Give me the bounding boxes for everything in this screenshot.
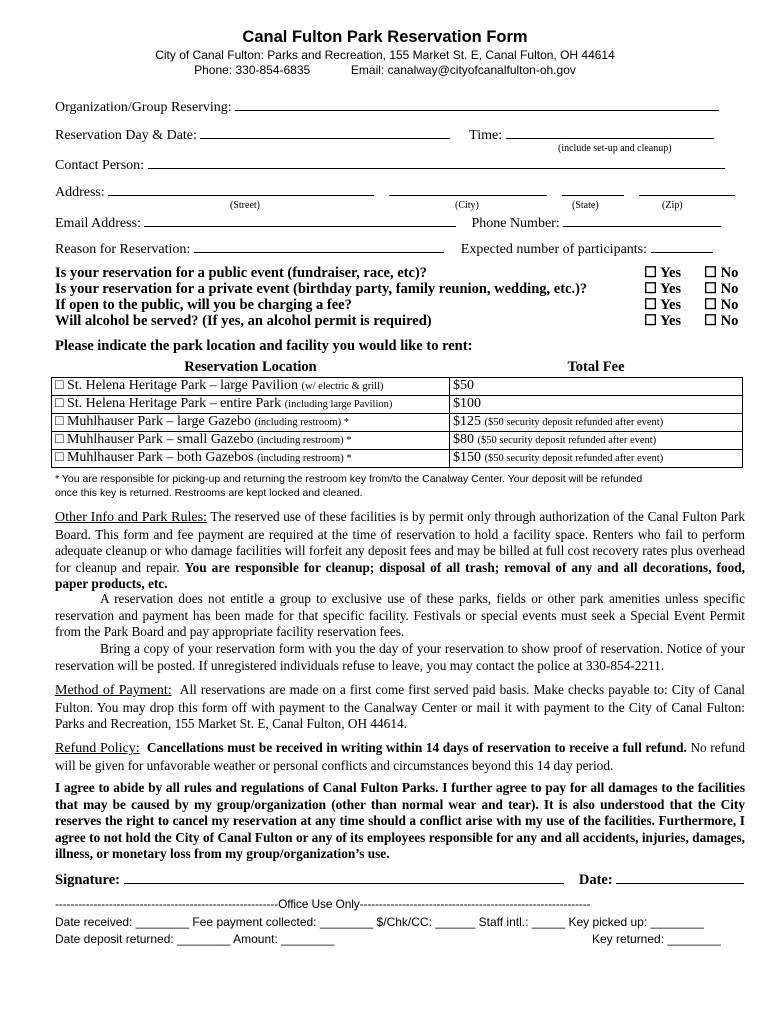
refund-text: No refund will be given for unfavorable weather or personal conflicts and circumstances beyond this 14 day period. — [55, 740, 745, 773]
fee-cell: $125 ($50 security deposit refunded after event) — [450, 414, 743, 432]
rules-cleanup-text: You are responsible for cleanup; disposal of all trash; removal of any and all decorations, food, paper products, etc. — [55, 559, 745, 592]
office-line-1: Date received: ________ Fee payment collected: ________ $/Chk/CC: ______ Staff intl.: _____ Key picked up: ________ — [55, 915, 704, 929]
rules-paragraph-2: A reservation does not entitle a group to exclusive use of these parks, fields or other park amenities unless specific reservation and payment has been made for that specific facility. Festivals or special events must seek a Special Event Permit from the Park Board and pay appropriate facility reservation fees. — [55, 591, 745, 640]
signature-field[interactable] — [124, 871, 564, 884]
table-row — [52, 450, 743, 468]
office-use-header: ----------------------------------------------------------Office Use Only------------------------------------------------------------ — [55, 897, 591, 911]
table-row — [52, 396, 743, 414]
fee-cell: $150 ($50 security deposit refunded after event) — [450, 450, 743, 468]
payment-paragraph — [55, 682, 745, 733]
public-no-checkbox[interactable]: ☐ No — [704, 265, 739, 281]
table-intro: Please indicate the park location and facility you would like to rent: — [55, 338, 473, 354]
office-key-returned: Key returned: ________ — [592, 932, 721, 946]
phone-text: Phone: 330-854-6835 — [194, 63, 311, 77]
email-field[interactable] — [144, 214, 456, 227]
alcohol-yes-checkbox[interactable]: ☐ Yes — [644, 313, 682, 329]
location-cell[interactable]: □ St. Helena Heritage Park – entire Park (including large Pavilion) — [52, 396, 450, 414]
public-yes-checkbox[interactable]: ☐ Yes — [644, 265, 682, 281]
phone-field[interactable] — [563, 214, 721, 227]
office-line-2: Date deposit returned: ________ Amount: ________ — [55, 932, 335, 946]
refund-heading: Refund Policy: — [55, 741, 140, 756]
reason-label: Reason for Reservation: — [55, 242, 191, 257]
fee-column-header: Total Fee — [567, 359, 625, 375]
refund-bold-text: Cancellations must be received in writing within 14 days of reservation to receive a full refund. — [146, 740, 687, 755]
reason-field[interactable] — [194, 240, 444, 253]
fee-yes-checkbox[interactable]: ☐ Yes — [644, 297, 682, 313]
email-label: Email Address: — [55, 216, 141, 231]
question-private-event: Is your reservation for a private event (birthday party, family reunion, wedding, etc.)? — [55, 281, 588, 297]
payment-heading: Method of Payment: — [55, 683, 172, 698]
city-field[interactable] — [389, 183, 547, 196]
fee-cell: $80 ($50 security deposit refunded after event) — [450, 432, 743, 450]
address-row — [55, 183, 735, 201]
signature-date-field[interactable] — [616, 871, 744, 884]
state-field[interactable] — [562, 183, 624, 196]
location-cell[interactable]: □ St. Helena Heritage Park – large Pavilion (w/ electric & grill) — [52, 378, 450, 396]
footnote-line-2: once this key is returned. Restrooms are kept locked and cleaned. — [55, 487, 363, 499]
location-cell[interactable]: □ Muhlhauser Park – small Gazebo (including restroom) * — [52, 432, 450, 450]
private-no-checkbox[interactable]: ☐ No — [704, 281, 739, 297]
table-row — [52, 432, 743, 450]
question-charging-fee: If open to the public, will you be charging a fee? — [55, 297, 352, 313]
table-header-row — [52, 359, 743, 378]
table-row — [52, 414, 743, 432]
rules-text: The reserved use of these facilities is by permit only through authorization of the Canal Fulton Park Board. This form and fee payment are required at the time of reservation to hold a facility space. Renters who fail to perform adequate cleanup or who damage facilities will forfeit any deposit fees and may be billed at full cost recovery rates plus overhead for cleanup and repair. — [55, 509, 745, 575]
zip-field[interactable] — [639, 183, 735, 196]
question-alcohol: Will alcohol be served? (If yes, an alcohol permit is required) — [55, 313, 432, 329]
organization-field[interactable] — [235, 98, 719, 111]
zip-caption: (Zip) — [662, 200, 683, 211]
payment-text: All reservations are made on a first come first served paid basis. Make checks payable to: City of Canal Fulton. You may drop this form off with payment to the Canalway Center or mail it with payment to the City of Canal Fulton: Parks and Recreation, 155 Market St. E, Canal Fulton, OH 44614. — [55, 682, 745, 732]
private-yes-checkbox[interactable]: ☐ Yes — [644, 281, 682, 297]
address-line: City of Canal Fulton: Parks and Recreation, 155 Market St. E, Canal Fulton, OH 44614 — [155, 48, 615, 62]
time-note: (include set-up and cleanup) — [558, 143, 672, 154]
reason-row — [55, 240, 713, 258]
street-field[interactable] — [108, 183, 374, 196]
participants-label: Expected number of participants: — [460, 242, 648, 257]
day-date-field[interactable] — [200, 126, 450, 139]
contact-field[interactable] — [148, 156, 725, 169]
organization-row — [55, 98, 719, 116]
time-field[interactable] — [506, 126, 714, 139]
participants-field[interactable] — [651, 240, 713, 253]
location-cell[interactable]: □ Muhlhauser Park – both Gazebos (including restroom) * — [52, 450, 450, 468]
refund-paragraph — [55, 740, 745, 774]
state-caption: (State) — [572, 200, 599, 211]
contact-line — [0, 63, 770, 77]
signature-label: Signature: — [55, 872, 120, 888]
signature-row — [55, 871, 744, 889]
contact-row — [55, 156, 725, 174]
rules-heading: Other Info and Park Rules: — [55, 510, 207, 525]
footnote-line-1: * You are responsible for picking-up and returning the restroom key from/to the Canalway Center. Your deposit will be refunded — [55, 473, 643, 485]
phone-label: Phone Number: — [471, 216, 560, 231]
city-caption: (City) — [455, 200, 479, 211]
fee-cell: $50 — [450, 378, 743, 396]
day-date-label: Reservation Day & Date: — [55, 128, 197, 143]
contact-label: Contact Person: — [55, 158, 145, 173]
email-phone-row — [55, 214, 721, 232]
form-title: Canal Fulton Park Reservation Form — [242, 28, 528, 46]
rules-paragraph-3: Bring a copy of your reservation form with you the day of your reservation to show proof of reservation. Notice of your reservation will be posted. If unregistered individuals refuse to leave, you may contact the police at 330-854-2211. — [55, 641, 745, 673]
time-label: Time: — [469, 128, 503, 143]
address-label: Address: — [55, 185, 105, 200]
date-row — [55, 126, 714, 144]
fee-no-checkbox[interactable]: ☐ No — [704, 297, 739, 313]
location-cell[interactable]: □ Muhlhauser Park – large Gazebo (including restroom) * — [52, 414, 450, 432]
fee-cell: $100 — [450, 396, 743, 414]
email-text: Email: canalway@cityofcanalfulton-oh.gov — [350, 63, 576, 77]
date-label: Date: — [578, 872, 613, 888]
street-caption: (Street) — [230, 200, 260, 211]
table-row — [52, 378, 743, 396]
alcohol-no-checkbox[interactable]: ☐ No — [704, 313, 739, 329]
agreement-paragraph: I agree to abide by all rules and regulations of Canal Fulton Parks. I further agree to pay for all damages to the facilities that may be caused by my group/organization (other than normal wear and tear). It is also understood that the City reserves the right to cancel my reservation at any time should a conflict arise with my use of the facilities. Furthermore, I agree to not hold the City of Canal Fulton or any of its employees responsible for any and all accidents, injuries, damages, illness, or monetary loss from my group/organization’s use. — [55, 780, 745, 862]
rules-paragraph — [55, 509, 745, 593]
reservation-table — [51, 359, 743, 468]
location-column-header: Reservation Location — [184, 359, 317, 375]
question-public-event: Is your reservation for a public event (fundraiser, race, etc)? — [55, 265, 427, 281]
organization-label: Organization/Group Reserving: — [55, 100, 232, 115]
